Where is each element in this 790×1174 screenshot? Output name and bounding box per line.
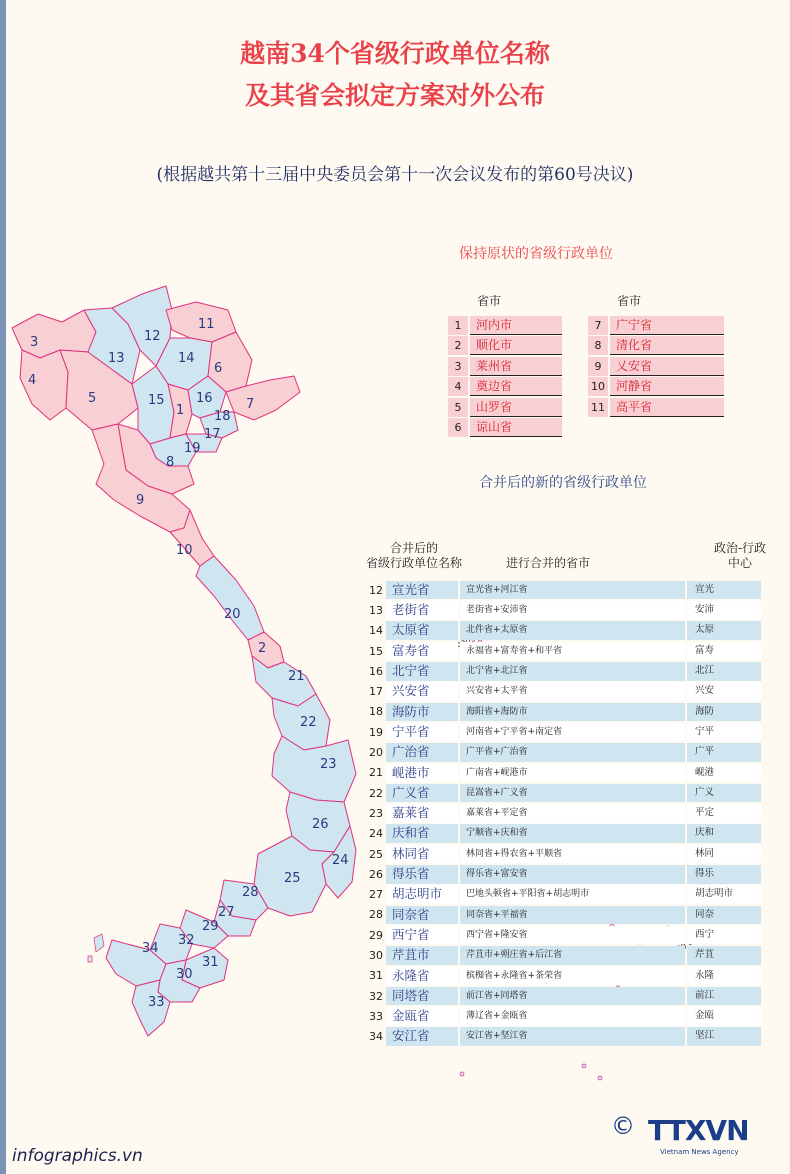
map-label-32: 32: [178, 933, 195, 948]
map-label-23: 23: [320, 757, 337, 772]
map-label-25: 25: [284, 871, 301, 886]
kept-row: [448, 418, 562, 439]
map-label-9: 9: [136, 493, 145, 508]
merged-num: 14: [369, 624, 383, 638]
merged-name: 金瓯省: [386, 1007, 458, 1026]
kept-name: 清化省: [610, 336, 724, 355]
merged-name: 广治省: [386, 743, 458, 762]
map-label-26: 26: [312, 817, 329, 832]
merged-center: 宣光: [687, 581, 761, 600]
kept-name: 高平省: [610, 398, 724, 417]
merged-sources: 宁顺省+庆和省: [460, 824, 685, 843]
merged-row: [366, 702, 761, 722]
merged-row: [366, 621, 761, 641]
kept-row: [588, 356, 724, 377]
merged-num: 31: [369, 969, 383, 983]
merged-name: 富寿省: [386, 642, 458, 661]
merged-row: [366, 681, 761, 701]
merged-row: [366, 925, 761, 945]
kept-row: [588, 336, 724, 357]
kept-section-title: 保持原状的省级行政单位: [459, 246, 613, 262]
merged-center: 胡志明市: [687, 885, 761, 904]
map-label-6: 6: [214, 361, 223, 376]
merged-num: 24: [369, 827, 383, 841]
merged-row: [366, 884, 761, 904]
merged-num: 15: [369, 644, 383, 658]
merged-center: 北江: [687, 662, 761, 681]
kept-name: 乂安省: [610, 357, 724, 376]
map-label-34: 34: [142, 941, 159, 956]
map-label-15: 15: [148, 393, 165, 408]
merged-row: [366, 986, 761, 1006]
map-label-13: 13: [108, 351, 125, 366]
merged-num: 28: [369, 908, 383, 922]
merged-section-title: 合并后的新的省级行政单位: [479, 475, 647, 491]
footer-site: infographics.vn: [12, 1146, 143, 1166]
merged-sources: 永福省+富寿省+和平省: [460, 642, 685, 661]
merged-row: [366, 864, 761, 884]
kept-list-left: [448, 315, 562, 438]
merged-name: 广义省: [386, 784, 458, 803]
merged-row: [366, 661, 761, 681]
merged-sources: 芹苴市+朔庄省+后江省: [460, 946, 685, 965]
merged-sources: 嘉莱省+平定省: [460, 804, 685, 823]
merged-center: 宁平: [687, 723, 761, 742]
merged-sources: 同奈省+平福省: [460, 906, 685, 925]
map-label-8: 8: [166, 455, 175, 470]
kept-num: 11: [588, 398, 608, 417]
map-province-21: [252, 656, 316, 706]
merged-num: 19: [369, 725, 383, 739]
map-label-4: 4: [28, 373, 37, 388]
map-label-5: 5: [88, 391, 97, 406]
merged-num: 12: [369, 583, 383, 597]
merged-row: [366, 1006, 761, 1026]
merged-name: 宣光省: [386, 581, 458, 600]
merged-row: [366, 945, 761, 965]
merged-header-center: 政治-行政 中心: [713, 541, 767, 570]
merged-sources: 宣光省+河江省: [460, 581, 685, 600]
merged-num: 27: [369, 888, 383, 902]
merged-name: 海防市: [386, 703, 458, 722]
merged-name: 同奈省: [386, 906, 458, 925]
merged-name: 同塔省: [386, 987, 458, 1006]
merged-num: 30: [369, 948, 383, 962]
kept-num: 1: [448, 316, 468, 335]
merged-name: 太原省: [386, 621, 458, 640]
kept-row: [448, 377, 562, 398]
map-province-20: [196, 556, 264, 640]
map-label-30: 30: [176, 967, 193, 982]
kept-row: [448, 397, 562, 418]
merged-name: 老街省: [386, 601, 458, 620]
kept-num: 7: [588, 316, 608, 335]
kept-name: 顺化市: [470, 336, 562, 355]
merged-num: 26: [369, 867, 383, 881]
merged-center: 林同: [687, 845, 761, 864]
merged-name: 西宁省: [386, 926, 458, 945]
merged-num: 22: [369, 786, 383, 800]
kept-list-right: [588, 315, 724, 418]
kept-row: [588, 315, 724, 336]
merged-sources: 老街省+安沛省: [460, 601, 685, 620]
merged-num: 21: [369, 766, 383, 780]
merged-row: [366, 824, 761, 844]
merged-name: 永隆省: [386, 967, 458, 986]
merged-center: 富寿: [687, 642, 761, 661]
merged-row: [366, 783, 761, 803]
merged-name: 岘港市: [386, 764, 458, 783]
merged-center: 坚江: [687, 1027, 761, 1046]
map-label-20: 20: [224, 607, 241, 622]
merged-center: 芹苴: [687, 946, 761, 965]
kept-num: 6: [448, 418, 468, 437]
merged-sources: 北件省+太原省: [460, 621, 685, 640]
merged-row: [366, 1027, 761, 1047]
merged-num: 33: [369, 1009, 383, 1023]
merged-num: 16: [369, 664, 383, 678]
map-label-31: 31: [202, 955, 219, 970]
merged-center: 海防: [687, 703, 761, 722]
ttxvn-logo-subtitle: Vietnam News Agency: [660, 1148, 739, 1156]
merged-sources: 前江省+同塔省: [460, 987, 685, 1006]
merged-sources: 广南省+岘港市: [460, 764, 685, 783]
map-label-11: 11: [198, 317, 215, 332]
kept-name: 河内市: [470, 316, 562, 335]
kept-num: 10: [588, 377, 608, 396]
merged-center: 太原: [687, 621, 761, 640]
kept-row: [448, 336, 562, 357]
merged-center: 岘港: [687, 764, 761, 783]
map-label-17: 17: [204, 427, 221, 442]
merged-center: 安沛: [687, 601, 761, 620]
map-label-29: 29: [202, 919, 219, 934]
map-label-10: 10: [176, 543, 193, 558]
merged-center: 前江: [687, 987, 761, 1006]
map-label-21: 21: [288, 669, 305, 684]
page-title-line-1: 越南34个省级行政单位名称: [240, 39, 550, 68]
map-label-1: 1: [176, 403, 185, 418]
merged-num: 23: [369, 806, 383, 820]
merged-num: 13: [369, 603, 383, 617]
kept-row: [588, 377, 724, 398]
merged-sources: 兴安省+太平省: [460, 682, 685, 701]
merged-center: 金瓯: [687, 1007, 761, 1026]
kept-name: 奠边省: [470, 377, 562, 396]
merged-name: 嘉莱省: [386, 804, 458, 823]
map-label-24: 24: [332, 853, 349, 868]
merged-sources: 广平省+广治省: [460, 743, 685, 762]
map-label-7: 7: [246, 397, 255, 412]
merged-sources: 河南省+宁平省+南定省: [460, 723, 685, 742]
merged-sources: 槟椥省+永隆省+茶荣省: [460, 967, 685, 986]
kept-num: 5: [448, 398, 468, 417]
merged-center: 得乐: [687, 865, 761, 884]
merged-center: 同奈: [687, 906, 761, 925]
merged-center: 庆和: [687, 824, 761, 843]
kept-name: 河静省: [610, 377, 724, 396]
kept-num: 2: [448, 336, 468, 355]
merged-name: 北宁省: [386, 662, 458, 681]
kept-name: 广宁省: [610, 316, 724, 335]
merged-num: 20: [369, 746, 383, 760]
kept-column-header-left: 省市: [477, 294, 502, 308]
merged-row: [366, 966, 761, 986]
merged-num: 32: [369, 989, 383, 1003]
ttxvn-logo: TTXVN: [648, 1114, 749, 1147]
merged-center: 平定: [687, 804, 761, 823]
merged-row: [366, 580, 761, 600]
merged-sources: 海阳省+海防市: [460, 703, 685, 722]
merged-sources: 薄辽省+金瓯省: [460, 1007, 685, 1026]
merged-name: 芹苴市: [386, 946, 458, 965]
merged-center: 西宁: [687, 926, 761, 945]
merged-sources: 林同省+得农省+平顺省: [460, 845, 685, 864]
merged-center: 广义: [687, 784, 761, 803]
map-label-22: 22: [300, 715, 317, 730]
merged-row: [366, 905, 761, 925]
merged-row: [366, 844, 761, 864]
merged-table: [366, 580, 761, 1047]
map-label-33: 33: [148, 995, 165, 1010]
kept-name: 谅山省: [470, 418, 562, 437]
merged-row: [366, 641, 761, 661]
merged-center: 兴安: [687, 682, 761, 701]
merged-row: [366, 803, 761, 823]
kept-name: 莱州省: [470, 357, 562, 376]
merged-num: 18: [369, 705, 383, 719]
map-label-27: 27: [218, 905, 235, 920]
map-label-14: 14: [178, 351, 195, 366]
map-label-19: 19: [184, 441, 201, 456]
merged-num: 34: [369, 1030, 383, 1044]
merged-sources: 昆嵩省+广义省: [460, 784, 685, 803]
merged-header-name: 合并后的 省级行政单位名称: [365, 541, 462, 570]
merged-row: [366, 742, 761, 762]
map-label-2: 2: [258, 641, 267, 656]
merged-name: 胡志明市: [386, 885, 458, 904]
merged-header-sources: 进行合并的省市: [506, 556, 591, 570]
merged-num: 17: [369, 685, 383, 699]
merged-sources: 北宁省+北江省: [460, 662, 685, 681]
merged-sources: 得乐省+富安省: [460, 865, 685, 884]
kept-num: 3: [448, 357, 468, 376]
merged-name: 林同省: [386, 845, 458, 864]
merged-name: 兴安省: [386, 682, 458, 701]
merged-name: 安江省: [386, 1027, 458, 1046]
merged-name: 宁平省: [386, 723, 458, 742]
merged-row: [366, 600, 761, 620]
kept-column-header-right: 省市: [617, 294, 642, 308]
merged-name: 庆和省: [386, 824, 458, 843]
merged-num: 29: [369, 928, 383, 942]
map-label-18: 18: [214, 409, 231, 424]
page-title-line-2: 及其省会拟定方案对外公布: [244, 81, 545, 110]
merged-sources: 西宁省+隆安省: [460, 926, 685, 945]
merged-sources: 巴地头顿省+平阳省+胡志明市: [460, 885, 685, 904]
kept-row: [448, 315, 562, 336]
kept-num: 4: [448, 377, 468, 396]
copyright-icon: ©: [611, 1112, 635, 1140]
map-label-16: 16: [196, 391, 213, 406]
merged-center: 永隆: [687, 967, 761, 986]
merged-row: [366, 722, 761, 742]
page-subtitle: (根据越共第十三届中央委员会第十一次会议发布的第60号决议): [156, 165, 634, 185]
merged-center: 广平: [687, 743, 761, 762]
kept-num: 9: [588, 357, 608, 376]
kept-name: 山罗省: [470, 398, 562, 417]
merged-sources: 安江省+坚江省: [460, 1027, 685, 1046]
map-label-28: 28: [242, 885, 259, 900]
vietnam-province-map: [0, 280, 380, 1140]
map-label-3: 3: [30, 335, 39, 350]
merged-row: [366, 763, 761, 783]
map-label-12: 12: [144, 329, 161, 344]
merged-name: 得乐省: [386, 865, 458, 884]
merged-num: 25: [369, 847, 383, 861]
kept-row: [588, 397, 724, 418]
kept-row: [448, 356, 562, 377]
kept-num: 8: [588, 336, 608, 355]
